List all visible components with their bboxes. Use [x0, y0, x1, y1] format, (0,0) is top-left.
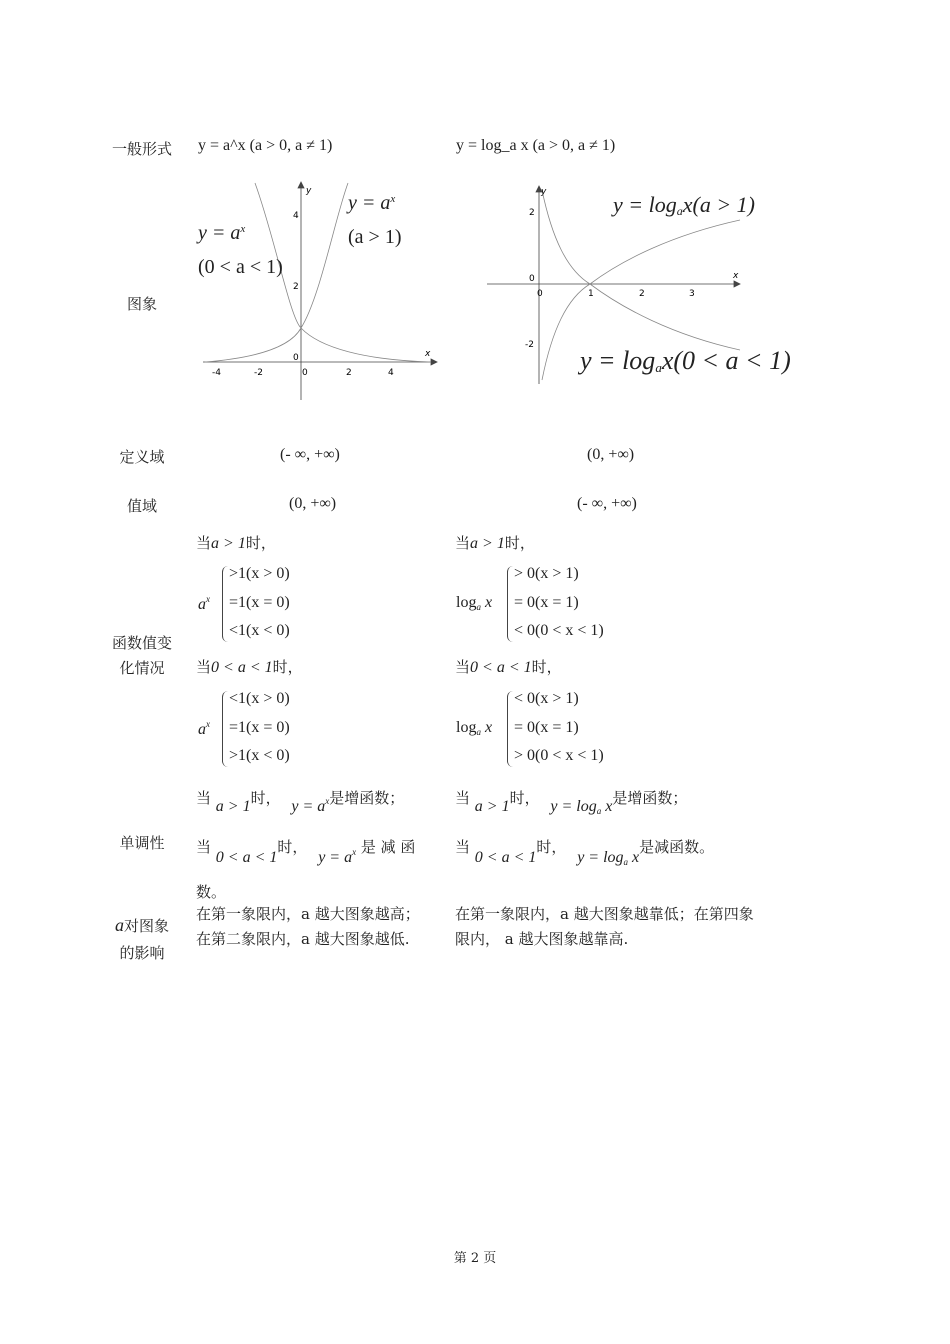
label-values-1: 函数值变	[111, 634, 172, 652]
exp-values-small-1: =1(x = 0)	[229, 719, 290, 736]
exp-values-big-head: 当a > 1时，	[196, 534, 276, 552]
exp-general-form: y = a^x (a > 0, a ≠ 1)	[198, 137, 333, 154]
log-values-big-0: > 0(x > 1)	[514, 565, 579, 582]
log-general-form: y = log_a x (a > 0, a ≠ 1)	[456, 137, 616, 154]
label-general-form: 一般形式	[111, 140, 172, 158]
log-tick-x-2: 2	[639, 289, 645, 299]
exp-tick-x-2: 0	[302, 368, 308, 378]
label-domain: 定义域	[119, 448, 165, 466]
log-range: (- ∞, +∞)	[577, 495, 637, 512]
log-values-small-0: < 0(x > 1)	[514, 690, 579, 707]
log-tick-y-2: -2	[525, 340, 534, 350]
exp-label-big-fn: $y = a^x$	[348, 192, 396, 214]
log-tick-x-3: 3	[689, 289, 695, 299]
exp-range: (0, +∞)	[289, 495, 337, 512]
log-values-small-head: 当0 < a < 1时，	[455, 658, 562, 676]
log-label-big: $y = \log_ax(a > 1)$	[613, 192, 755, 218]
log-effect-line1: 在第一象限内，a 越大图象越靠低；在第四象	[455, 905, 754, 923]
log-values-small-2: > 0(0 < x < 1)	[514, 747, 604, 764]
log-values-big-base: $\log_a x$	[456, 594, 493, 612]
exp-label-small-fn: $y = a^x$	[198, 222, 246, 244]
exp-effect-line2: 在第二象限内，a 越大图象越低.	[196, 930, 410, 948]
exp-graph	[195, 178, 445, 403]
log-domain: (0, +∞)	[587, 446, 635, 463]
label-effect-1: a对图象	[114, 915, 169, 935]
exp-values-big-2: <1(x < 0)	[229, 622, 290, 639]
log-mono-line1: 当 a > 1时， $y = \log_a x$是增函数；	[455, 789, 688, 816]
log-tick-y-0: 2	[529, 208, 535, 218]
exp-values-small-2: >1(x < 0)	[229, 747, 290, 764]
log-tick-x-1: 1	[588, 289, 594, 299]
log-x-arrow	[734, 281, 740, 287]
exp-values-big-0: >1(x > 0)	[229, 565, 290, 582]
log-tick-x-0: 0	[537, 289, 543, 299]
exp-y-arrow	[298, 182, 304, 188]
exp-tick-y-2: 0	[293, 353, 299, 363]
log-mono-line2: 当 0 < a < 1时， $y = \log_a x$是减函数。	[455, 838, 715, 867]
log-tick-y-1: 0	[529, 274, 535, 284]
exp-x-arrow	[431, 359, 437, 365]
exp-label-big-cond: (a > 1)	[348, 226, 402, 248]
exp-values-small-brace	[222, 691, 228, 767]
exp-tick-x-3: 2	[346, 368, 352, 378]
label-range: 值域	[126, 497, 157, 515]
exp-tick-y-0: 4	[293, 211, 299, 221]
label-values-2: 化情况	[119, 659, 165, 677]
exp-mono-line3: 数。	[196, 883, 227, 901]
exp-label-small-cond: (0 < a < 1)	[198, 256, 283, 278]
label-effect-2: 的影响	[119, 944, 165, 962]
page-number: 第 2 页	[453, 1251, 497, 1266]
label-monotonic: 单调性	[119, 834, 165, 852]
log-label-small: $y = \log_ax(0 < a < 1)$	[580, 346, 791, 375]
exp-axis-y-label: y	[306, 186, 312, 196]
exp-axis-x-label: x	[425, 349, 431, 359]
exp-values-small-head: 当0 < a < 1时，	[196, 658, 303, 676]
log-axis-x-label: x	[733, 271, 739, 281]
exp-mono-line2: 当 0 < a < 1时， $y = a^x$ 是 减 函	[196, 838, 416, 866]
label-graph: 图象	[126, 295, 157, 313]
log-values-big-brace	[507, 566, 513, 642]
log-effect-line2: 限内， a 越大图象越靠高.	[455, 930, 629, 948]
log-values-small-base: $\log_a x$	[456, 719, 493, 737]
log-values-big-2: < 0(0 < x < 1)	[514, 622, 604, 639]
log-values-small-brace	[507, 691, 513, 767]
exp-tick-x-4: 4	[388, 368, 394, 378]
exp-tick-y-1: 2	[293, 282, 299, 292]
exp-values-small-base: $a^x$	[198, 719, 210, 738]
log-values-big-head: 当a > 1时，	[455, 534, 535, 552]
log-values-big-1: = 0(x = 1)	[514, 594, 579, 611]
log-values-small-1: = 0(x = 1)	[514, 719, 579, 736]
log-axis-y-label: y	[541, 187, 547, 197]
exp-tick-x-1: -2	[254, 368, 263, 378]
exp-domain: (- ∞, +∞)	[280, 446, 340, 463]
exp-values-big-1: =1(x = 0)	[229, 594, 290, 611]
exp-values-big-base: $a^x$	[198, 594, 210, 613]
exp-mono-line1: 当 a > 1时， $y = a^x$是增函数；	[196, 789, 405, 815]
exp-tick-x-0: -4	[212, 368, 221, 378]
exp-effect-line1: 在第一象限内，a 越大图象越高；	[196, 905, 420, 923]
exp-values-big-brace	[222, 566, 228, 642]
exp-values-small-0: <1(x > 0)	[229, 690, 290, 707]
